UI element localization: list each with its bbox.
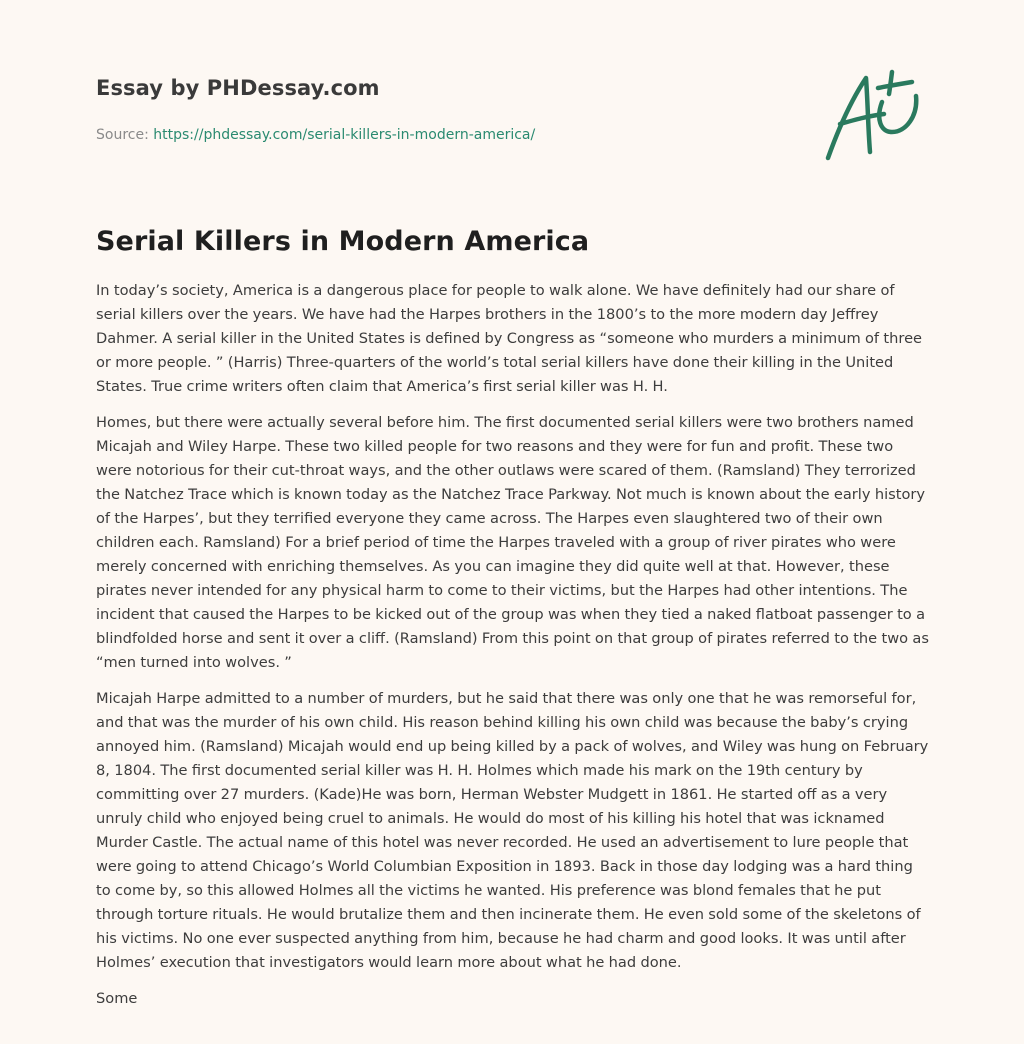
site-title: Essay by PHDessay.com [96, 76, 380, 100]
essay-article [96, 226, 930, 1023]
source-link[interactable]: https://phdessay.com/serial-killers-in-modern-america/ [153, 127, 536, 143]
paragraph: Micajah Harpe admitted to a number of murders, but he said that there was only one that he was remorseful for, and that was the murder of his own child. His reason behind killing his own child was because the baby’s crying annoyed him. (Ramsland) Micajah would end up being killed by a pack of wolves, and Wiley was hung on February 8, 1804. The first documented serial killer was H. H. Holmes which made his mark on the 19th century by committing over 27 murders. (Kade)He was born, Herman Webster Mudgett in 1861. He started off as a very unruly child who enjoyed being cruel to animals. He would do most of his killing his hotel that was icknamed Murder Castle. The actual name of this hotel was never recorded. He used an advertisement to lure people that were going to attend Chicago’s World Columbian Exposition in 1893. Back in those day lodging was a hard thing to come by, so this allowed Holmes all the victims he wanted. His preference was blond females that he put through torture rituals. He would brutalize them and then incinerate them. He even sold some of the skeletons of his victims. No one ever suspected anything from him, because he had charm and good looks. It was until after Holmes’ execution that investigators would learn more about what he had done. [96, 690, 929, 971]
article-title: Serial Killers in Modern America [96, 226, 590, 257]
source-line [96, 127, 796, 143]
a-plus-logo-icon [820, 66, 930, 166]
page-header [96, 76, 796, 143]
paragraph: In today’s society, America is a dangerous place for people to walk alone. We have definitely had our share of serial killers over the years. We have had the Harpes brothers in the 1800’s to the more modern day Jeffrey Dahmer. A serial killer in the United States is defined by Congress as “someone who murders a minimum of three or more people. ” (Harris) Three-quarters of the world’s total serial killers have done their killing in the United States. True crime writers often claim that America’s first serial killer was H. H. [96, 282, 923, 395]
source-label: Source: [96, 127, 154, 143]
paragraph: Some [96, 990, 138, 1007]
paragraph: Homes, but there were actually several before him. The first documented serial killers were two brothers named Micajah and Wiley Harpe. These two killed people for two reasons and they were for fun and profit. These two were notorious for their cut-throat ways, and the other outlaws were scared of them. (Ramsland) They terrorized the Natchez Trace which is known today as the Natchez Trace Parkway. Not much is known about the early history of the Harpes’, but they terrified everyone they came across. The Harpes even slaughtered two of their own children each. Ramsland) For a brief period of time the Harpes traveled with a group of river pirates who were merely concerned with enriching themselves. As you can imagine they did quite well at that. However, these pirates never intended for any physical harm to come to their victims, but the Harpes had other intentions. The incident that caused the Harpes to be kicked out of the group was when they tied a naked flatboat passenger to a blindfolded horse and sent it over a cliff. (Ramsland) From this point on that group of pirates referred to the two as “men turned into wolves. ” [96, 414, 929, 671]
